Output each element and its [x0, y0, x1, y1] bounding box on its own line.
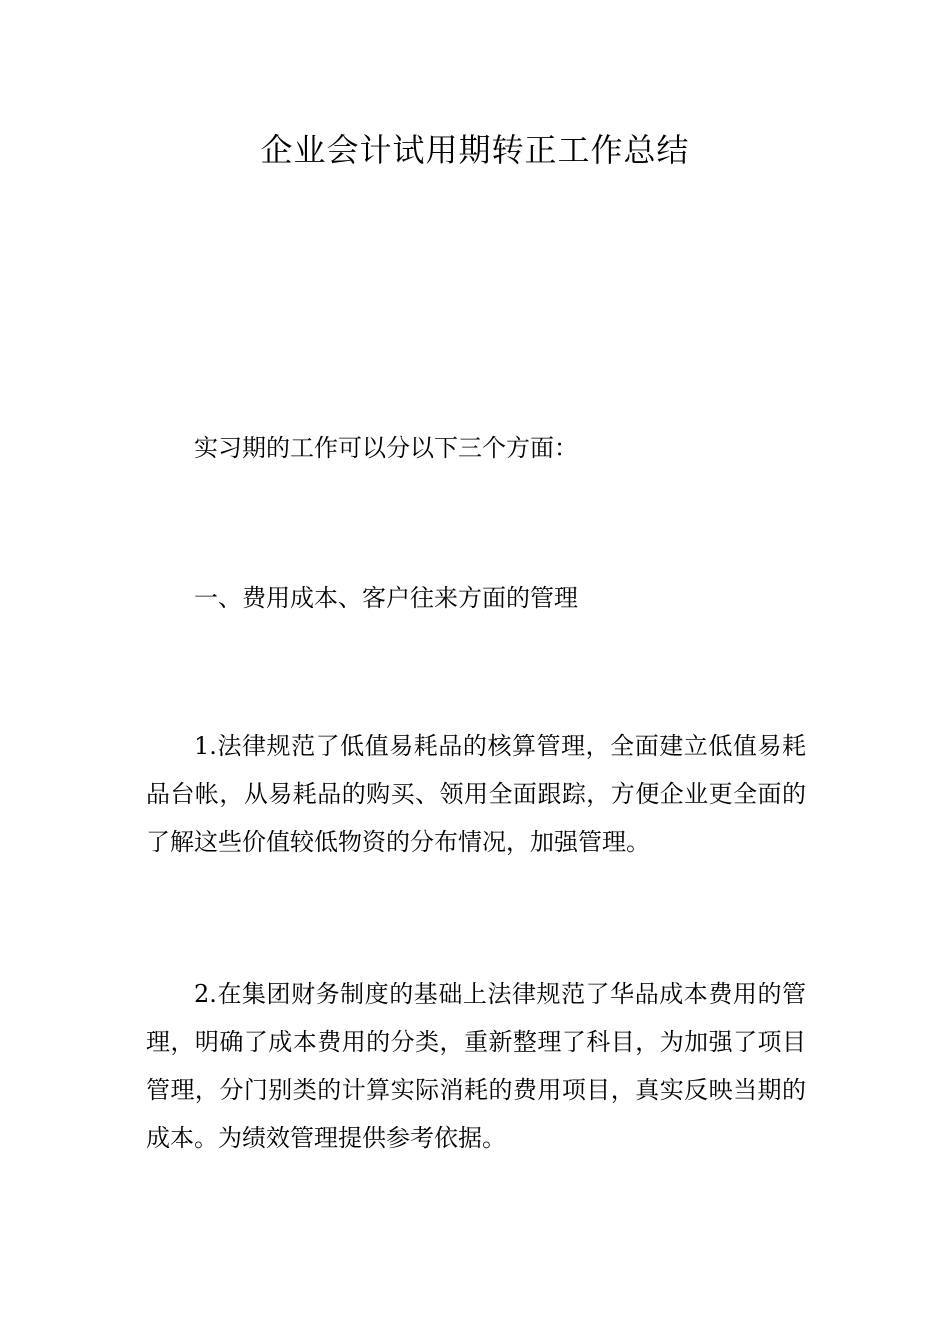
body-paragraph-1: 1.法律规范了低值易耗品的核算管理，全面建立低值易耗品台帐，从易耗品的购买、领用全面跟踪，方便企业更全面的了解这些价值较低物资的分布情况，加强管理。 [146, 732, 806, 856]
section-heading: 一、费用成本、客户往来方面的管理 [194, 584, 578, 612]
body-paragraph-2: 2.在集团财务制度的基础上法律规范了华品成本费用的管理，明确了成本费用的分类，重新整理了科目，为加强了项目管理，分门别类的计算实际消耗的费用项目，真实反映当期的成本。为绩效管理提供参考依据。 [146, 980, 806, 1152]
document-title: 企业会计试用期转正工作总结 [260, 131, 690, 169]
intro-paragraph: 实习期的工作可以分以下三个方面： [194, 434, 578, 462]
